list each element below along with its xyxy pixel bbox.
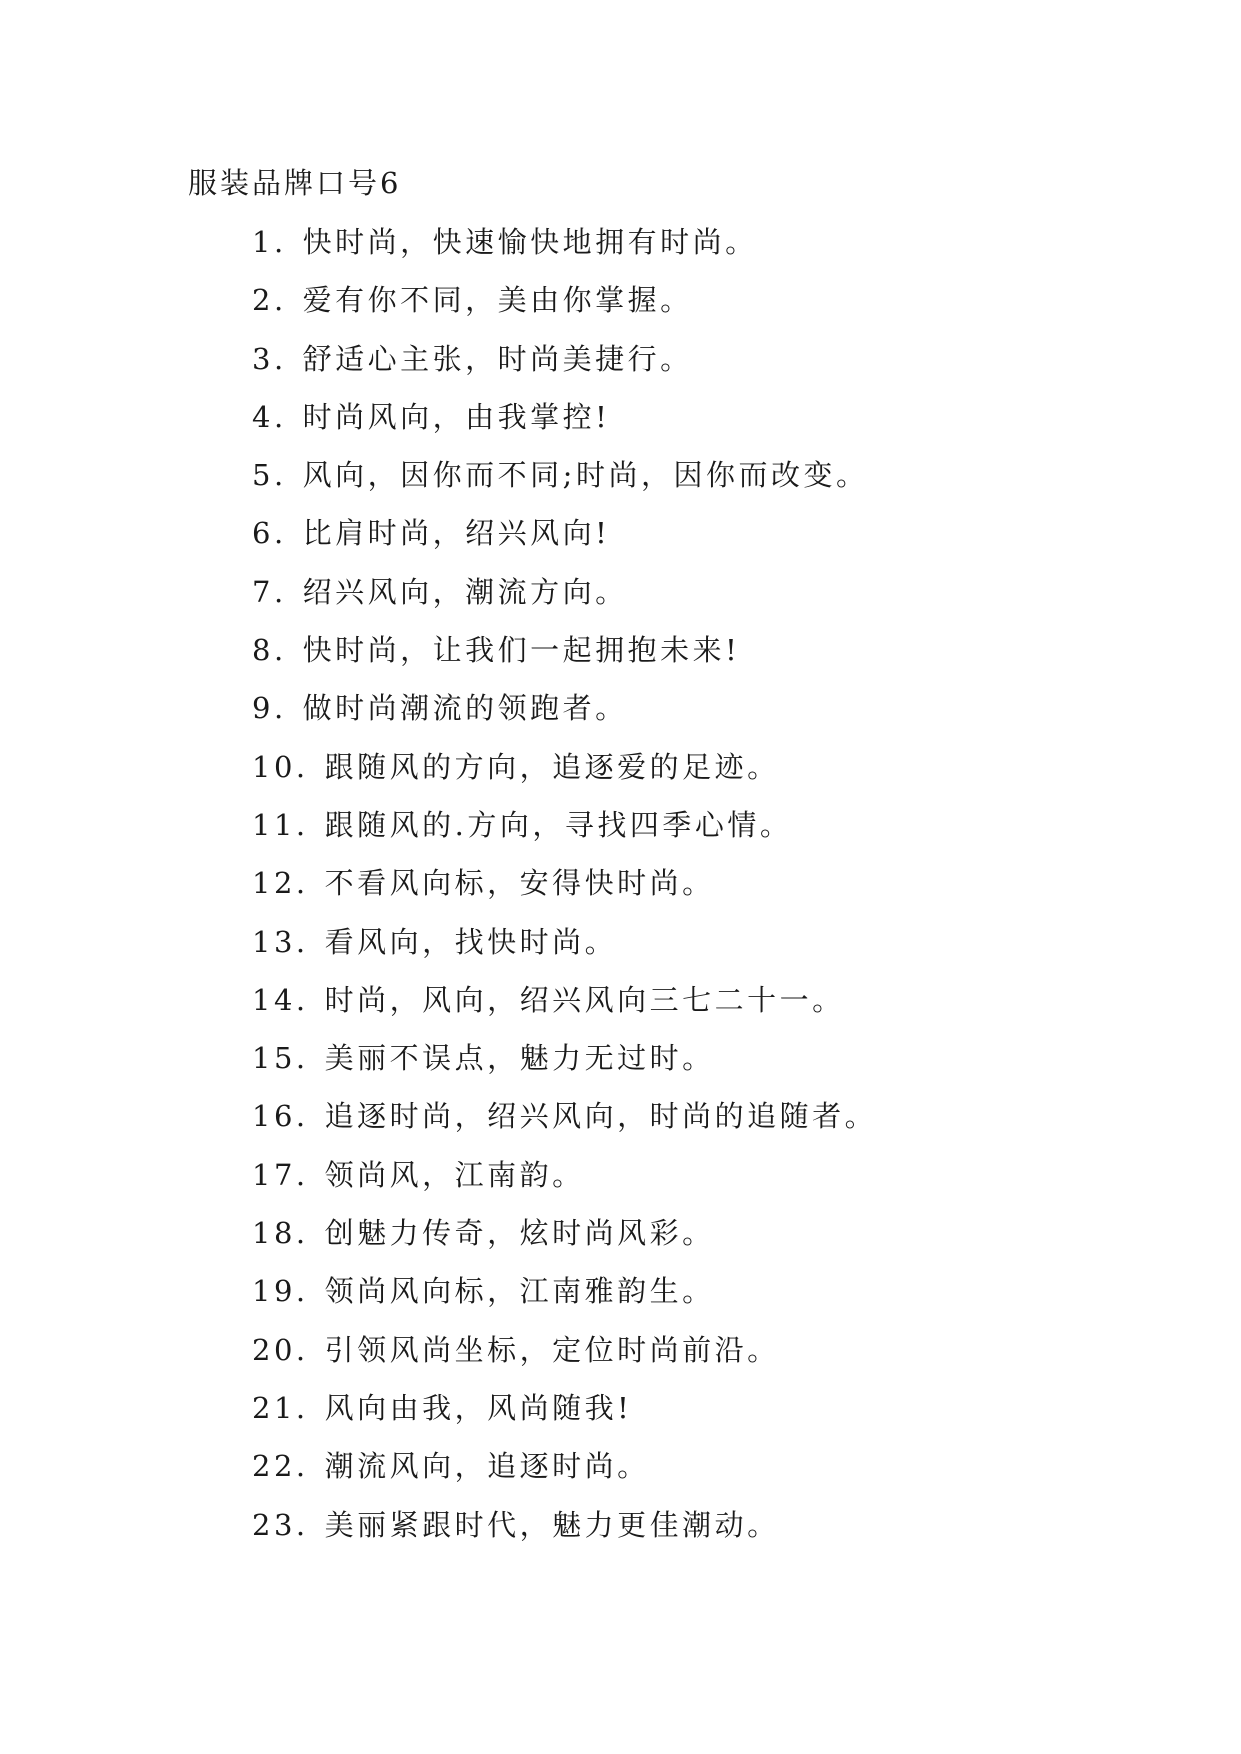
item-number: 20.: [252, 1332, 309, 1367]
list-item: [252, 980, 877, 1038]
item-text: 时尚风向，由我掌控!: [302, 399, 611, 434]
item-text: 潮流风向，追逐时尚。: [324, 1449, 650, 1484]
item-number: 18.: [252, 1216, 309, 1251]
item-number: 23.: [252, 1507, 309, 1542]
list-item: [252, 805, 877, 863]
item-text: 引领风尚坐标，定位时尚前沿。: [324, 1332, 780, 1367]
item-number: 10.: [252, 749, 309, 784]
list-item: [252, 688, 877, 746]
item-text: 追逐时尚，绍兴风向，时尚的追随者。: [324, 1099, 878, 1134]
list-item: [252, 280, 877, 338]
item-number: 22.: [252, 1449, 309, 1484]
item-text: 风向由我，风尚随我!: [324, 1390, 633, 1425]
item-text: 比肩时尚，绍兴风向!: [302, 516, 611, 551]
list-item: [252, 1038, 877, 1096]
item-text: 绍兴风向，潮流方向。: [302, 574, 628, 609]
item-text: 领尚风，江南韵。: [324, 1157, 585, 1192]
item-number: 1.: [252, 225, 287, 259]
item-number: 7.: [252, 574, 287, 609]
item-number: 12.: [252, 866, 309, 901]
item-number: 2.: [252, 283, 287, 318]
item-text: 跟随风的方向，追逐爱的足迹。: [324, 749, 780, 784]
list-item: [252, 339, 877, 397]
list-item: [252, 747, 877, 805]
list-item: [252, 922, 877, 980]
item-text: 跟随风的.方向，寻找四季心情。: [324, 807, 793, 842]
item-text: 时尚，风向，绍兴风向三七二十一。: [324, 982, 845, 1017]
item-text: 风向，因你而不同;时尚，因你而改变。: [302, 458, 869, 493]
item-text: 美丽紧跟时代，魅力更佳潮动。: [324, 1507, 780, 1542]
list-item: [252, 572, 877, 630]
slogan-list: [252, 222, 877, 1563]
item-text: 领尚风向标，江南雅韵生。: [324, 1274, 715, 1309]
item-number: 4.: [252, 399, 287, 434]
list-item: [252, 513, 877, 571]
item-text: 不看风向标，安得快时尚。: [324, 866, 715, 901]
item-number: 17.: [252, 1157, 309, 1192]
item-number: 9.: [252, 691, 287, 726]
list-item: [252, 1096, 877, 1154]
item-text: 美丽不误点，魅力无过时。: [324, 1041, 715, 1076]
document-title: 服装品牌口号6: [188, 166, 402, 200]
item-text: 看风向，找快时尚。: [324, 924, 618, 959]
item-number: 16.: [252, 1099, 309, 1134]
list-item: [252, 1446, 877, 1504]
item-number: 14.: [252, 982, 309, 1017]
item-text: 创魅力传奇，炫时尚风彩。: [324, 1216, 715, 1251]
item-text: 快时尚，快速愉快地拥有时尚。: [302, 225, 758, 259]
item-text: 快时尚，让我们一起拥抱未来!: [302, 633, 741, 668]
list-item: [252, 222, 877, 280]
list-item: [252, 1271, 877, 1329]
list-item: [252, 1213, 877, 1271]
item-text: 爱有你不同，美由你掌握。: [302, 283, 693, 318]
item-text: 做时尚潮流的领跑者。: [302, 691, 628, 726]
list-item: [252, 455, 877, 513]
item-number: 13.: [252, 924, 309, 959]
list-item: [252, 1155, 877, 1213]
item-number: 19.: [252, 1274, 309, 1309]
list-item: [252, 630, 877, 688]
list-item: [252, 1505, 877, 1563]
item-number: 5.: [252, 458, 287, 493]
list-item: [252, 397, 877, 455]
item-number: 6.: [252, 516, 287, 551]
item-number: 3.: [252, 341, 287, 376]
list-item: [252, 1330, 877, 1388]
item-number: 21.: [252, 1390, 309, 1425]
item-number: 15.: [252, 1041, 309, 1076]
item-number: 11.: [252, 807, 309, 842]
item-number: 8.: [252, 633, 287, 668]
item-text: 舒适心主张，时尚美捷行。: [302, 341, 693, 376]
list-item: [252, 863, 877, 921]
list-item: [252, 1388, 877, 1446]
